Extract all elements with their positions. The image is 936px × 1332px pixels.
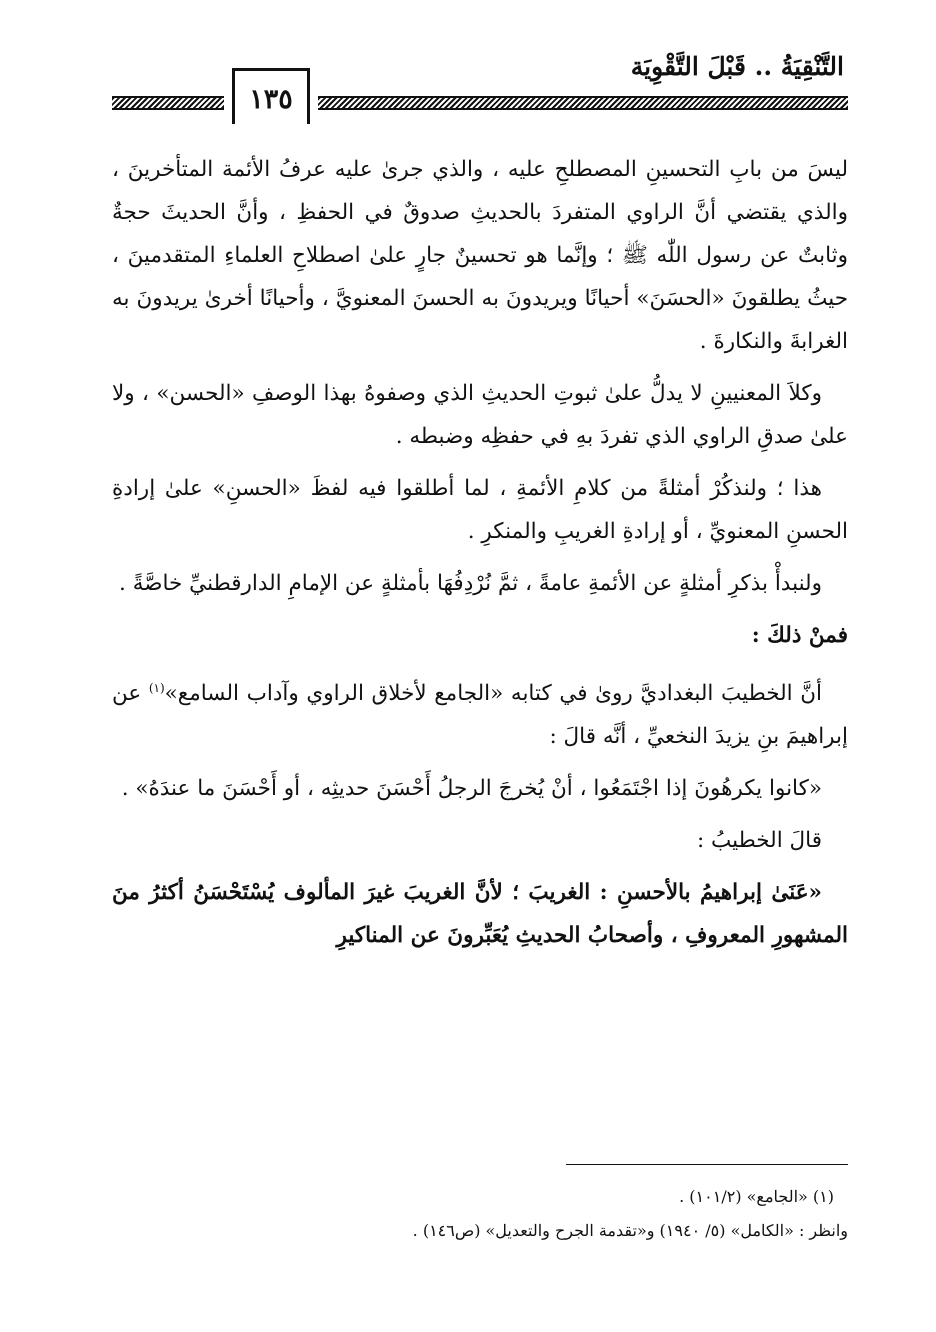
paragraph-5	[112, 667, 848, 758]
footnote-ref-1: (١)	[148, 681, 165, 695]
quote-2: «عَنَىٰ إبراهيمُ بالأحسنِ : الغريبَ ؛ لأنَّ الغريبَ غيرَ المألوف يُسْتَحْسَنُ أكثرُ منَ المشهورِ المعروفِ ، وأصحابُ الحديثِ يُعَبِّرونَ عن المناكيرِ	[112, 880, 848, 949]
paragraph-3: هذا ؛ ولنذكُرْ أمثلةً من كلامِ الأئمةِ ، لما أطلقوا فيه لفظَ «الحسنِ» علىٰ إرادةِ الحسنِ المعنويِّ ، أو إرادةِ الغريبِ والمنكرِ .	[112, 476, 848, 544]
body-text	[112, 148, 848, 966]
section-heading: فمنْ ذلكَ :	[751, 623, 848, 648]
footnotes	[300, 1180, 848, 1248]
running-title: التَّنْقِيَةُ .. قَبْلَ التَّقْوِيَة	[630, 52, 844, 81]
quote-1: «كانوا يكرهُونَ إذا اجْتَمَعُوا ، أنْ يُخرجَ الرجلُ أَحْسَنَ حديثِه ، أو أَحْسَنَ ما عندَهُ» .	[121, 776, 822, 802]
paragraph-6: قالَ الخطيبُ :	[696, 828, 822, 854]
footnote-2: وانظر : «الكامل» (٥/ ١٩٤٠) و«تقدمة الجرح والتعديل» (ص١٤٦) .	[412, 1221, 848, 1240]
footnote-separator	[566, 1164, 848, 1165]
header-rule-right	[318, 96, 848, 110]
page-number: ١٣٥	[232, 68, 310, 124]
footnote-1: (١) «الجامع» (١٠١/٢) .	[679, 1187, 834, 1206]
paragraph-4: ولنبدأْ بذكرِ أمثلةٍ عن الأئمةِ عامةً ، ثمَّ نُرْدِفُهَا بأمثلةٍ عن الإمامِ الدارقطنيِّ خاصَّةً .	[119, 571, 822, 596]
paragraph-5-text: أنَّ الخطيبَ البغداديَّ روىٰ في كتابه «الجامع لأخلاق الراوي وآداب السامع»	[164, 681, 823, 707]
paragraph-1: ليسَ من بابِ التحسينِ المصطلحِ عليه ، والذي جرىٰ عليه عرفُ الأئمة المتأخرينَ ، والذي يقتضي أنَّ الراوي المتفردَ بالحديثِ صدوقٌ في الحفظِ ، وأنَّ الحديثَ حجةٌ وثابتٌ عن رسول اللّٰه ﷺ ؛ وإنَّما هو تحسينٌ جارٍ علىٰ اصطلاحِ العلماءِ المتقدمينَ ، حيثُ يطلقونَ «الحسَنَ» أحيانًا ويريدونَ به الحسنَ المعنويَّ ، وأحيانًا أخرىٰ يريدونَ به الغرابةَ والنكارةَ .	[112, 157, 848, 354]
header-rule-left	[112, 96, 224, 110]
paragraph-2: وكلاَ المعنيينِ لا يدلُّ علىٰ ثبوتِ الحديثِ الذي وصفوهُ بهذا الوصفِ «الحسن» ، ولا علىٰ صدقِ الراوي الذي تفردَ بهِ في حفظِه وضبطه .	[112, 381, 848, 449]
paragraph-5-tail: عن إبراهيمَ بنِ يزيدَ النخعيِّ ، أنَّه قالَ :	[112, 681, 848, 750]
